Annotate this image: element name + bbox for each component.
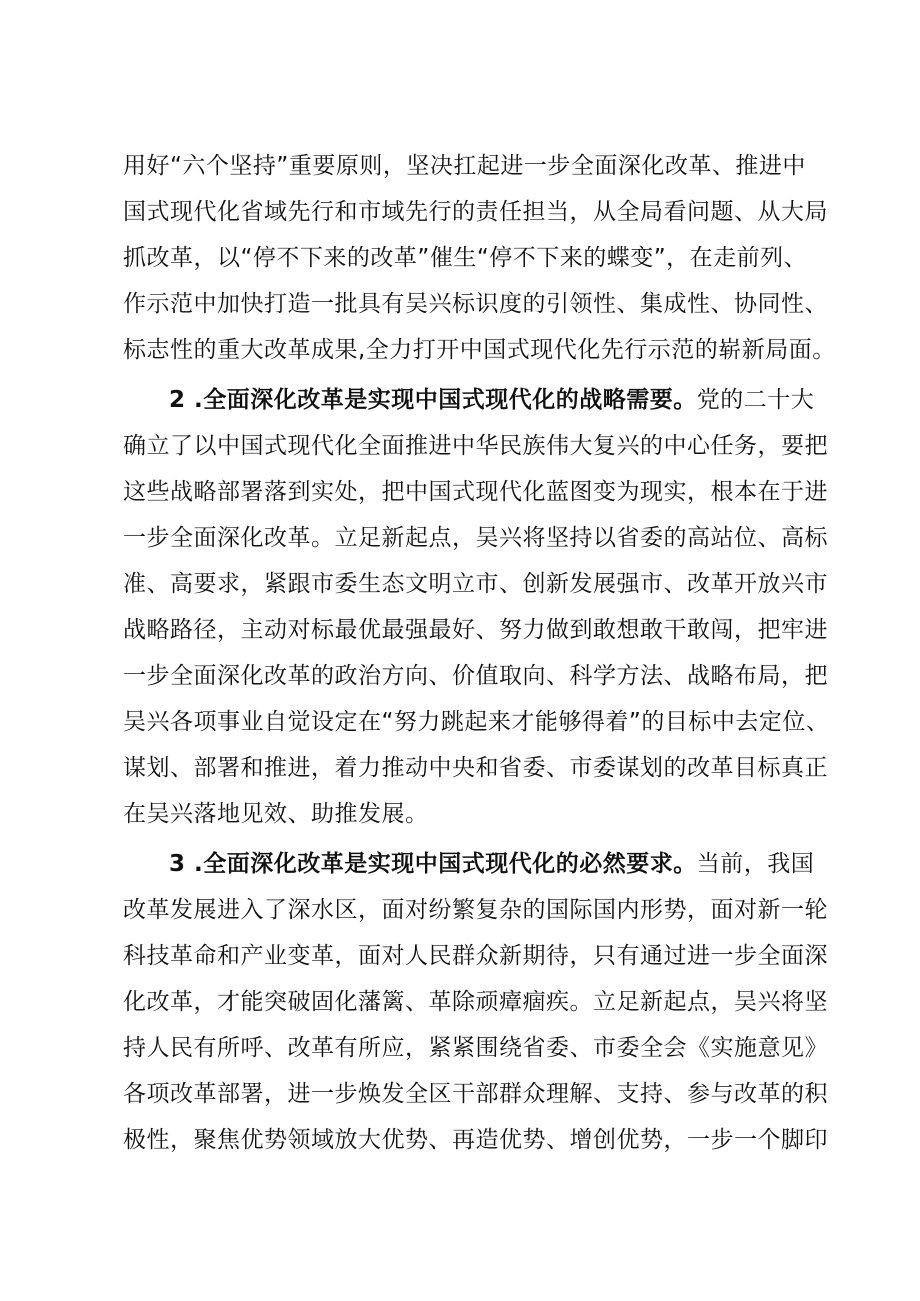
- paragraph-2-line: 谋划、部署和推进，着力推动中央和省委、市委谋划的改革目标真正: [123, 755, 828, 781]
- paragraph-2-line: 一步全面深化改革的政治方向、价值取向、科学方法、战略布局，把: [123, 663, 828, 689]
- paragraph-1-line: 抓改革，以“停不下来的改革”催生“停不下来的蝶变”，在走前列、: [123, 245, 808, 271]
- paragraph-2-line: 确立了以中国式现代化全面推进中华民族伟大复兴的中心任务，要把: [123, 433, 828, 459]
- paragraph-1-line: 用好“六个坚持”重要原则，坚决扛起进一步全面深化改革、推进中: [123, 153, 806, 179]
- paragraph-3: [123, 841, 828, 1163]
- paragraph-2: [123, 377, 830, 837]
- paragraph-3-line: 化改革，才能突破固化藩篱、革除顽瘴痼疾。立足新起点，吴兴将坚: [123, 989, 828, 1015]
- document-body: [123, 143, 836, 1167]
- paragraph-3-first-line-rest: 当前，我国: [696, 851, 815, 877]
- paragraph-3-first-line: [123, 841, 823, 887]
- paragraph-1: [123, 143, 836, 373]
- paragraph-3-line: 持人民有所呼、改革有所应，紧紧围绕省委、市委全会《实施意见》: [123, 1035, 828, 1061]
- paragraph-2-line: 战略路径，主动对标最优最强最好、努力做到敢想敢干敢闯，把牢进: [123, 617, 828, 643]
- paragraph-2-line: 在吴兴落地见效、助推发展。: [123, 801, 429, 827]
- paragraph-1-line: 作示范中加快打造一批具有吴兴标识度的引领性、集成性、协同性、: [123, 291, 828, 317]
- paragraph-1-line: 标志性的重大改革成果,全力打开中国式现代化先行示范的崭新局面。: [123, 337, 836, 363]
- paragraph-3-line: 改革发展进入了深水区，面对纷繁复杂的国际国内形势，面对新一轮: [123, 897, 828, 923]
- paragraph-1-line: 国式现代化省域先行和市域先行的责任担当，从全局看问题、从大局: [123, 199, 828, 225]
- paragraph-3-heading: 3 .全面深化改革是实现中国式现代化的必然要求。: [169, 851, 697, 877]
- paragraph-2-line: 吴兴各项事业自觉设定在“努力跳起来才能够得着”的目标中去定位、: [123, 709, 830, 735]
- paragraph-2-heading: 2 .全面深化改革是实现中国式现代化的战略需要。: [169, 387, 697, 413]
- paragraph-3-line: 科技革命和产业变革，面对人民群众新期待，只有通过进一步全面深: [123, 943, 828, 969]
- paragraph-2-line: 一步全面深化改革。立足新起点，吴兴将坚持以省委的高站位、高标: [123, 525, 828, 551]
- paragraph-3-line: 极性，聚焦优势领域放大优势、再造优势、增创优势，一步一个脚印: [123, 1127, 828, 1153]
- paragraph-2-line: 准、高要求，紧跟市委生态文明立市、创新发展强市、改革开放兴市: [123, 571, 828, 597]
- paragraph-2-first-line: [123, 377, 823, 423]
- paragraph-2-line: 这些战略部署落到实处，把中国式现代化蓝图变为现实，根本在于进: [123, 479, 828, 505]
- paragraph-2-first-line-rest: 党的二十大: [696, 387, 815, 413]
- paragraph-3-line: 各项改革部署，进一步焕发全区干部群众理解、支持、参与改革的积: [123, 1081, 828, 1107]
